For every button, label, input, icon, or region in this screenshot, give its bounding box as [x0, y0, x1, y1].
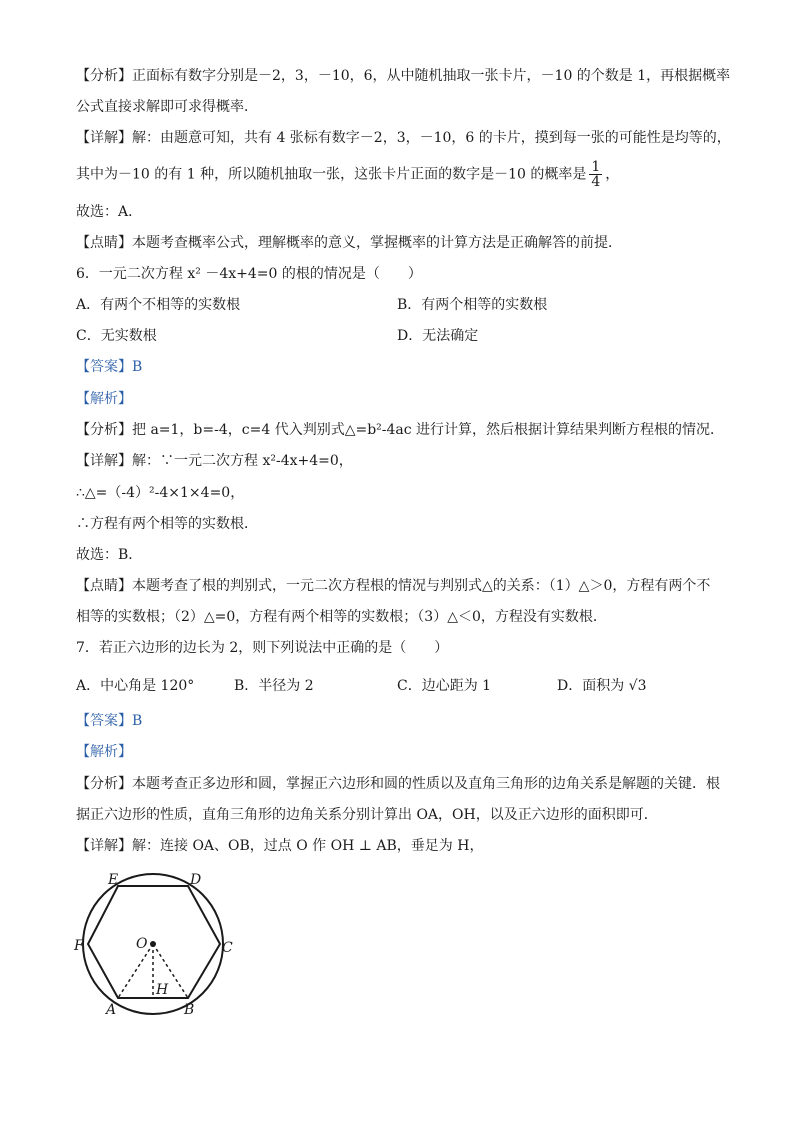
q6-detail-line-2: ∴△=（-4）²-4×1×4=0，	[76, 485, 245, 501]
q7-jiexi: 【解析】	[76, 744, 132, 760]
q6-jiexi: 【解析】	[76, 391, 132, 407]
q7-option-c: C．边心距为 1	[397, 678, 492, 694]
q6-option-d: D．无法确定	[397, 328, 479, 344]
q6-stem: 6．一元二次方程 x² －4x+4=0 的根的情况是（ ）	[76, 266, 422, 282]
q6-detail-line-1: 【详解】解：∵一元二次方程 x²-4x+4=0，	[76, 453, 353, 469]
q6-comment-line-2: 相等的实数根；（2）△=0，方程有两个相等的实数根；（3）△＜0，方程没有实数根．	[76, 609, 607, 625]
q7-option-b: B．半径为 2	[234, 678, 314, 694]
center-point-O	[150, 941, 156, 947]
q6-option-a: A．有两个不相等的实数根	[76, 297, 241, 313]
q6-option-b: B．有两个相等的实数根	[397, 297, 548, 313]
q7-option-d: D．面积为 √3	[557, 678, 647, 694]
q5-comment: 【点睛】本题考查概率公式，理解概率的意义，掌握概率的计算方法是正确解答的前提．	[76, 235, 622, 251]
q5-analysis-line-1: 【分析】正面标有数字分别是－2，3，－10，6，从中随机抽取一张卡片，－10 的个数是 1，再根据概率	[76, 68, 731, 84]
label-A: A	[106, 1002, 117, 1018]
label-D: D	[190, 872, 202, 888]
q7-detail-line-1: 【详解】解：连接 OA、OB，过点 O 作 OH ⊥ AB，垂足为 H，	[76, 838, 484, 854]
q5-analysis-line-2: 公式直接求解即可求得概率．	[76, 99, 258, 115]
label-B: B	[184, 1002, 195, 1018]
q5-choose: 故选：A．	[76, 204, 143, 220]
q5-detail-text: 其中为－10 的有 1 种，所以随机抽取一张，这张卡片正面的数字是－10 的概率是	[76, 166, 587, 183]
hexagon-circle-figure	[70, 866, 250, 1021]
label-E: E	[108, 872, 119, 888]
label-C: C	[222, 940, 233, 956]
q6-comment-line-1: 【点睛】本题考查了根的判别式，一元二次方程根的情况与判别式△的关系：（1）△＞0，方程有两个不	[76, 578, 711, 594]
label-O: O	[136, 936, 148, 952]
q6-option-c: C．无实数根	[76, 328, 157, 344]
q7-analysis-line-1: 【分析】本题考查正多边形和圆，掌握正六边形和圆的性质以及直角三角形的边角关系是解题的关键．根	[76, 776, 720, 792]
segment-OA	[118, 944, 153, 998]
q6-analysis: 【分析】把 a=1，b=-4，c=4 代入判别式△=b²-4ac 进行计算，然后根据计算结果判断方程根的情况．	[76, 422, 725, 438]
fraction-numerator: 1	[591, 159, 601, 175]
q7-option-a: A．中心角是 120°	[76, 678, 195, 694]
probability-fraction	[589, 160, 602, 189]
q5-detail-line-2	[76, 160, 619, 189]
q6-detail-line-3: ∴方程有两个相等的实数根．	[76, 516, 258, 532]
q5-detail-line-1: 【详解】解：由题意可知，共有 4 张标有数字－2，3，－10，6 的卡片，摸到每一张的可能性是均等的，	[76, 130, 731, 146]
q6-answer: 【答案】B	[76, 359, 143, 375]
label-H: H	[156, 982, 169, 998]
q7-analysis-line-2: 据正六边形的性质，直角三角形的边角关系分别计算出 OA，OH，以及正六边形的面积即可．	[76, 807, 658, 823]
q7-stem: 7．若正六边形的边长为 2，则下列说法中正确的是（ ）	[76, 640, 449, 656]
q7-answer: 【答案】B	[76, 713, 143, 729]
q6-choose: 故选：B．	[76, 547, 143, 563]
fraction-denominator: 4	[591, 174, 601, 190]
label-F: F	[74, 938, 84, 954]
q5-detail-tail: ，	[605, 166, 620, 183]
